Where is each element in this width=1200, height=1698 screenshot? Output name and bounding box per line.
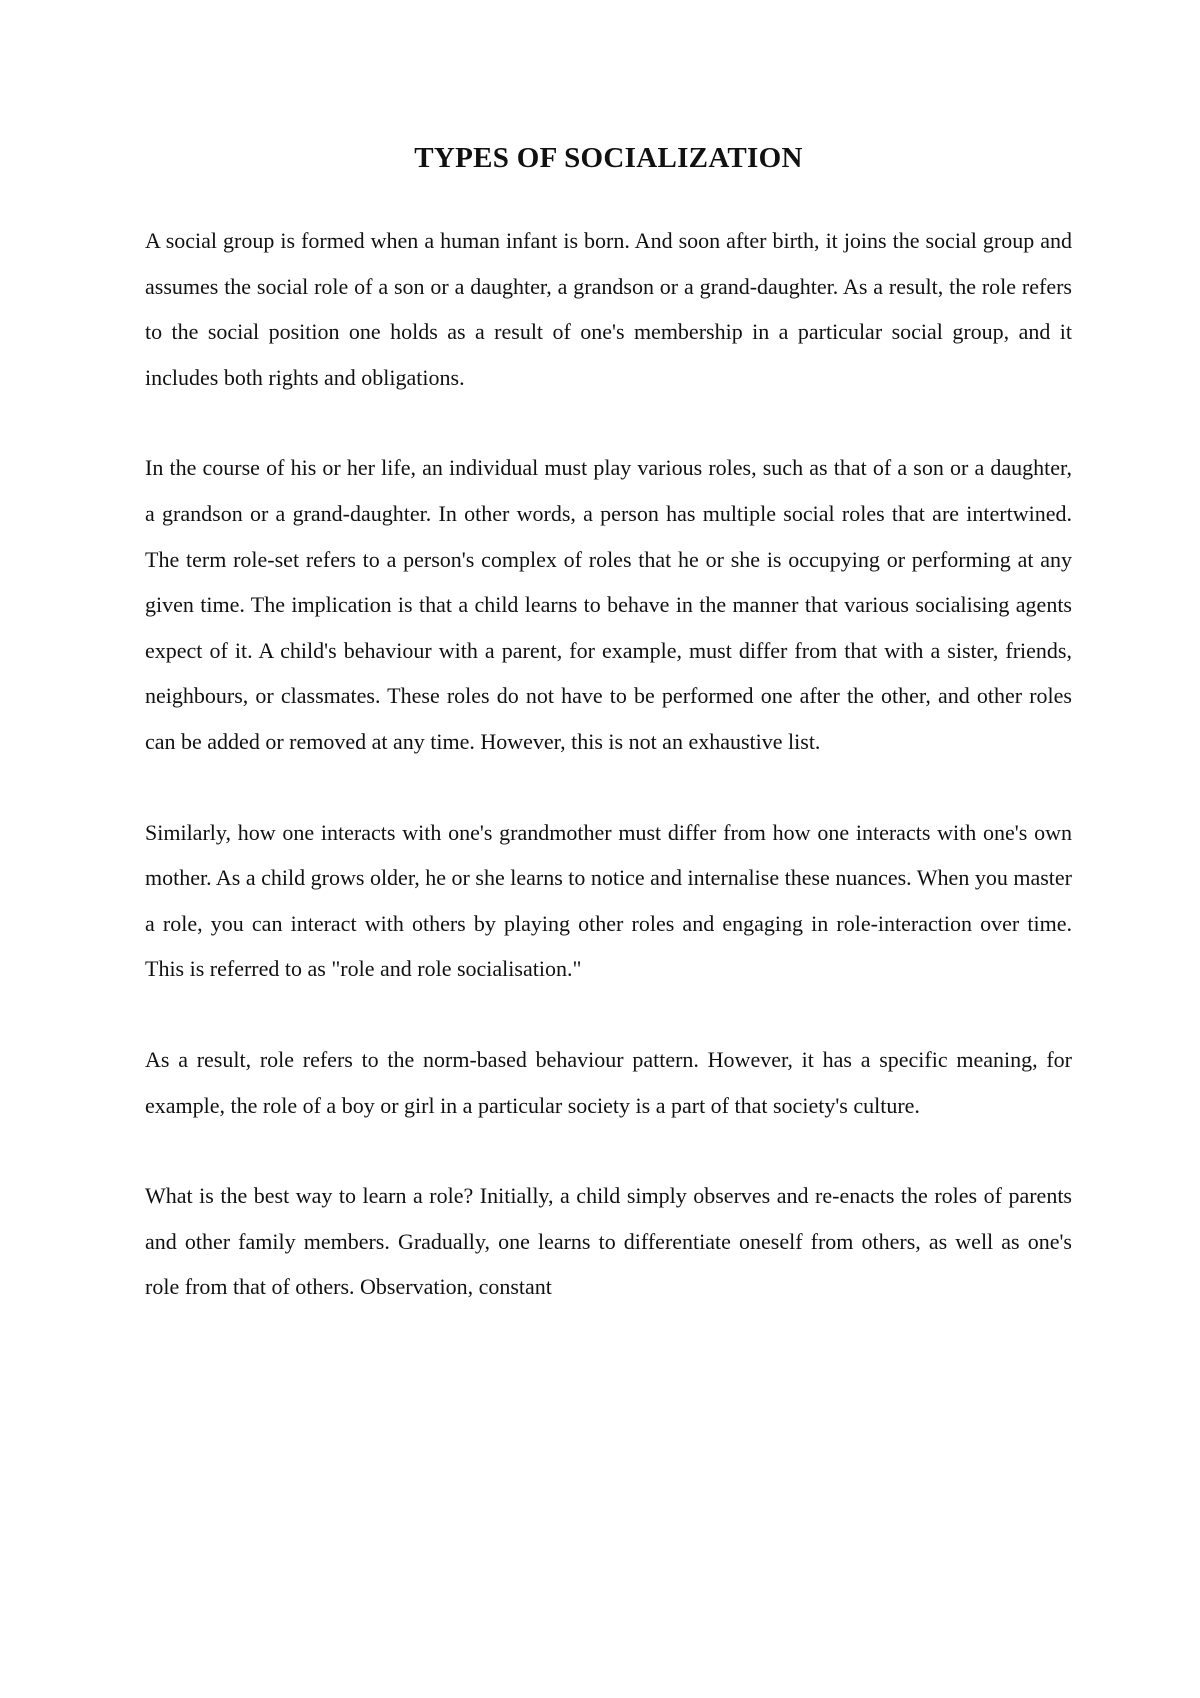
paragraph-2: In the course of his or her life, an individual must play various roles, such as that of a son or a daughter, a grandson or a grand-daughter. In other words, a person has multiple social roles that are intertwined. The term role-set refers to a person's complex of roles that he or she is occupying or performing at any given time. The implication is that a child learns to behave in the manner that various socialising agents expect of it. A child's behaviour with a parent, for example, must differ from that with a sister, friends, neighbours, or classmates. These roles do not have to be performed one after the other, and other roles can be added or removed at any time. However, this is not an exhaustive list. [145, 455, 1072, 754]
paragraph-4: As a result, role refers to the norm-based behaviour pattern. However, it has a specific meaning, for example, the role of a boy or girl in a particular society is a part of that society's culture. [145, 1046, 1072, 1118]
page-title: TYPES OF SOCIALIZATION [414, 142, 803, 174]
paragraph-1: A social group is formed when a human infant is born. And soon after birth, it joins the social group and assumes the social role of a son or a daughter, a grandson or a grand-daughter. As a result, the role refers to the social position one holds as a result of one's membership in a particular social group, and it includes both rights and obligations. [145, 228, 1072, 390]
paragraph-3: Similarly, how one interacts with one's grandmother must differ from how one interacts with one's own mother. As a child grows older, he or she learns to notice and internalise these nuances. When you master a role, you can interact with others by playing other roles and engaging in role-interaction over time. This is referred to as "role and role socialisation." [145, 819, 1072, 982]
paragraph-5: What is the best way to learn a role? Initially, a child simply observes and re-enacts the roles of parents and other family members. Gradually, one learns to differentiate oneself from others, as well as one's role from that of others. Observation, constant [145, 1183, 1072, 1300]
